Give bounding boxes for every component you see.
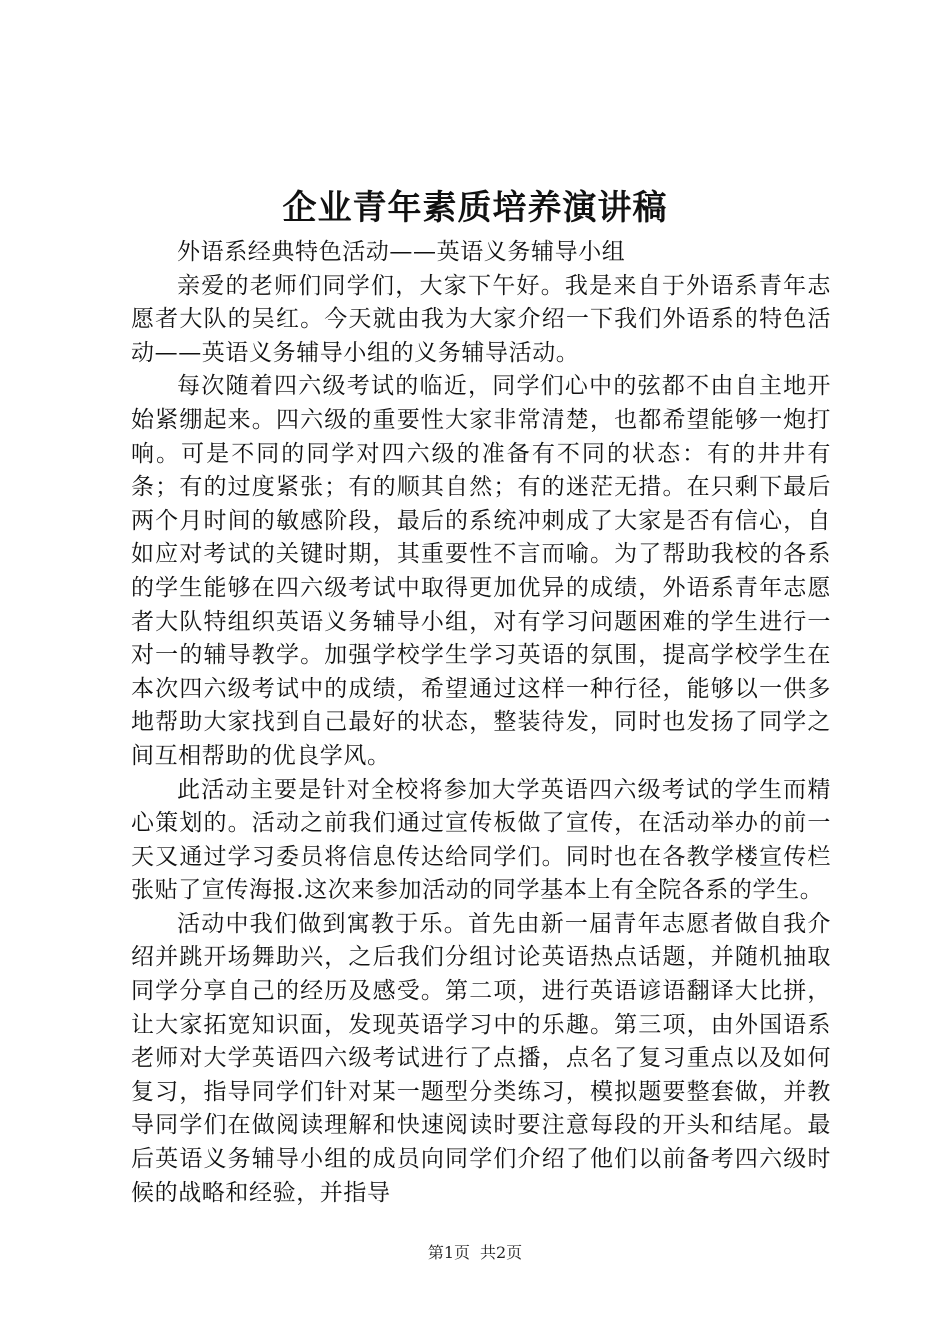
body-paragraph: 每次随着四六级考试的临近，同学们心中的弦都不由自主地开始紧绷起来。四六级的重要性大家非常清楚，也都希望能够一炮打响。可是不同的同学对四六级的准备有不同的状态：有的井井有条；有的过度紧张；有的顺其自然；有的迷茫无措。在只剩下最后两个月时间的敏感阶段，最后的系统冲刺成了大家是否有信心，自如应对考试的关键时期，其重要性不言而喻。为了帮助我校的各系的学生能够在四六级考试中取得更加优异的成绩，外语系青年志愿者大队特组织英语义务辅导小组，对有学习问题困难的学生进行一对一的辅导教学。加强学校学生学习英语的氛围，提高学校学生在本次四六级考试中的成绩，希望通过这样一种行径，能够以一供多地帮助大家找到自己最好的状态，整装待发，同时也发扬了同学之间互相帮助的优良学风。	[131, 373, 831, 769]
page-number: 第1页	[427, 1243, 470, 1262]
page-total: 共2页	[480, 1243, 523, 1262]
document-body	[131, 236, 831, 1210]
subtitle-paragraph: 外语系经典特色活动——英语义务辅导小组	[177, 239, 626, 265]
document-title: 企业青年素质培养演讲稿	[282, 188, 668, 228]
body-paragraph: 亲爱的老师们同学们，大家下午好。我是来自于外语系青年志愿者大队的吴红。今天就由我为大家介绍一下我们外语系的特色活动——英语义务辅导小组的义务辅导活动。	[131, 272, 831, 366]
page-footer	[0, 1243, 950, 1263]
body-paragraph: 活动中我们做到寓教于乐。首先由新一届青年志愿者做自我介绍并跳开场舞助兴，之后我们分组讨论英语热点话题，并随机抽取同学分享自己的经历及感受。第二项，进行英语谚语翻译大比拼，让大家拓宽知识面，发现英语学习中的乐趣。第三项，由外国语系老师对大学英语四六级考试进行了点播，点名了复习重点以及如何复习，指导同学们针对某一题型分类练习，模拟题要整套做，并教导同学们在做阅读理解和快速阅读时要注意每段的开头和结尾。最后英语义务辅导小组的成员向同学们介绍了他们以前备考四六级时候的战略和经验，并指导	[131, 910, 831, 1206]
body-paragraph: 此活动主要是针对全校将参加大学英语四六级考试的学生而精心策划的。活动之前我们通过宣传板做了宣传，在活动举办的前一天又通过学习委员将信息传达给同学们。同时也在各教学楼宣传栏张贴了宣传海报.这次来参加活动的同学基本上有全院各系的学生。	[131, 776, 831, 904]
